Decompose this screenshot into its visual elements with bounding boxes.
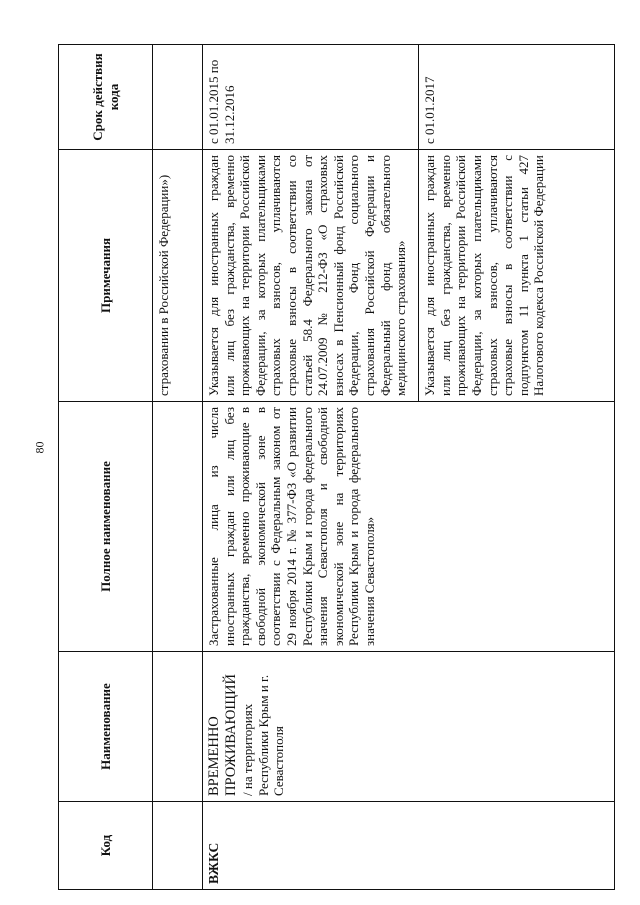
cell-validity (153, 45, 203, 150)
cell-full-name (153, 402, 203, 652)
cell-validity: с 01.01.2015 по 31.12.2016 (203, 45, 419, 150)
header-validity: Срок действия кода (59, 45, 153, 150)
cell-name (153, 652, 203, 802)
table-row (203, 45, 419, 890)
cell-notes: Указывается для иностранных граждан или лиц без гражданства, временно проживающих на территории Российской Федерации, за которых плательщиками страховых взносов, уплачиваются страховые взносы в соответствии со статьей 58.4 Федерального закона от 24.07.2009 № 212-ФЗ «О страховых взносах в Пенсионный фонд Российской Федерации, Фонд социального страхования Российской Федерации и Федеральный фонд обязательного медицинского страхования» (203, 150, 419, 402)
header-notes: Примечания (59, 150, 153, 402)
page-number: 80 (32, 441, 47, 454)
name-main-text: ВРЕМЕННО ПРОЖИВАЮЩИЙ (206, 674, 240, 796)
cell-notes: Указывается для иностранных граждан или лиц без гражданства, временно проживающих на территории Российской Федерации, за которых плательщиками страховых взносов, уплачиваются страховые взносы в соответствии с подпунктом 11 пункта 1 статьи 427 Налогового кодекса Российской Федерации (419, 150, 615, 402)
header-full-name: Полное наименование (59, 402, 153, 652)
cell-validity: с 01.01.2017 (419, 45, 615, 150)
table-row (153, 45, 203, 890)
table-header-row (59, 45, 153, 890)
header-name: Наименование (59, 652, 153, 802)
name-rest-text: / на территориях Республики Крым и г. Севастополя (240, 674, 287, 796)
cell-notes: страховании в Российской Федерации») (153, 150, 203, 402)
cell-code (153, 802, 203, 890)
rotated-page (58, 45, 615, 890)
cell-name (203, 652, 615, 802)
cell-full-name: Застрахованные лица из числа иностранных граждан или лиц без гражданства, временно проживающие в свободной экономической зоне в соответствии с Федеральным законом от 29 ноября 2014 г. № 377-ФЗ «О развитии Республики Крым и города федерального значения Севастополя и свободной экономической зоне на территориях Республики Крым и города федерального значения Севастополя» (203, 402, 615, 652)
cell-code: ВЖКС (203, 802, 615, 890)
header-code: Код (59, 802, 153, 890)
codes-table (58, 44, 615, 890)
